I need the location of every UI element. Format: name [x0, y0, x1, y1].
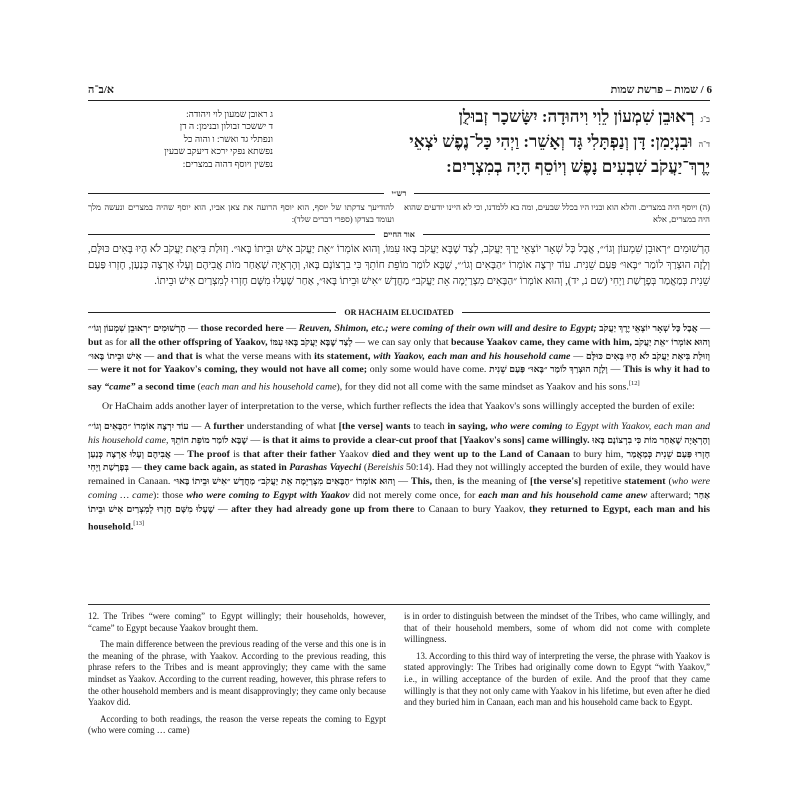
footnote-paragraph: is in order to distinguish between the mindset of the Tribes, who came willingly, and that of their household members, some of whom did not come with complete willingness.	[404, 611, 710, 645]
page-header-folio: א/ב־ה	[88, 84, 114, 96]
elucidation-run: —	[697, 323, 711, 334]
elucidation-run: [the verse]	[338, 421, 384, 433]
hebrew-citation: וְלָזֶה הוּצְרַךְ לוֹמַר ״בָּאוּ״ פַּעַם שֵׁנִית	[489, 364, 608, 375]
footnotes-left-column	[88, 611, 386, 737]
elucidation-run: —	[283, 323, 299, 334]
rashi-label: רש״י	[391, 188, 407, 198]
elucidation-run: wants	[385, 421, 411, 433]
elucidation-run: Parashas Vayechi	[289, 462, 362, 474]
footnote-ref: [13]	[133, 519, 145, 527]
elucidation-run: —	[88, 364, 101, 376]
elucidation-run: because Yaakov came, they came with him,	[450, 336, 633, 348]
elucidation-run: and that is	[157, 350, 203, 362]
elucidation-run: —	[570, 350, 586, 362]
elucidation-run: (	[361, 462, 368, 474]
elucidation-run: that after their father	[243, 448, 336, 460]
targum-translation	[88, 108, 273, 170]
rashi-divider	[88, 187, 710, 199]
elucidation-run: in saying,	[447, 421, 488, 433]
targum-line: ד יששכר זבולון ובנימן: ה דן	[179, 121, 273, 132]
header-rule	[88, 100, 710, 101]
verse-number: ד־ה	[698, 140, 710, 149]
hebrew-citation: וְהוּא אוֹמְרוֹ ״הַבָּאִים מִצְרַיְמָה אֵת יַעֲקֹב״ מַחֲדָשׁ ״אִישׁ וּבֵיתוֹ בָּאוּ״	[173, 476, 396, 487]
elucidation-english	[88, 322, 710, 534]
elucidation-run: but	[88, 336, 103, 348]
elucidation-run: — A	[188, 421, 214, 433]
elucidation-run: repetitive	[581, 476, 625, 488]
elucidated-label: OR HACHAIM ELUCIDATED	[344, 307, 454, 317]
hebrew-citation: אַחַר שֶׁעָלוּ מִשָּׁם חָזְרוּ לְמִצְרַיִם אִישׁ וּבֵיתוֹ	[88, 490, 710, 514]
elucidation-run: they came back again, as stated in	[143, 462, 287, 474]
elucidation-run: —	[214, 503, 232, 515]
elucidation-run: afterward;	[647, 490, 695, 502]
verse-text: יֶרֶךְ־יַעֲקֹב שִׁבְעִים נָפֶשׁ וְיוֹסֵף הָיָה בְמִצְרָיִם:	[446, 157, 710, 176]
elucidation-run: after they had already gone up from there	[231, 503, 415, 515]
elucidation-run: what the verse means with	[202, 350, 315, 362]
targum-line: נפשתא נפקי ירכא דיעקב שבעין	[164, 146, 273, 157]
elucidated-divider	[88, 306, 710, 318]
elucidation-run: Yaakov	[335, 448, 372, 460]
torah-verse	[282, 106, 710, 178]
elucidation-run: to teach	[410, 421, 448, 433]
footnote: 13. According to this third way of interpreting the verse, the phrase with Yaakov is stated approvingly: The Tribes had originally come down to Egypt “with Yaakov,” i.e., in willing acceptance of the burden of exile. And the proof that they came willingly is that they not only came with Yaakov in his lifetime, but even after he died and they buried him in Canaan, each man and his household came back to Egypt.	[404, 650, 710, 708]
targum-line: נפשין ויוסף דהוה במצרים:	[182, 158, 273, 169]
elucidation-run: “came”	[104, 381, 136, 393]
elucidation-run: statement	[624, 476, 666, 488]
elucidation-run: is	[229, 448, 244, 460]
rashi-column-left: להודיעך צדקתו של יוסף, הוא יוסף הרועה את צאן אביו, הוא יוסף שהיה במצרים ונעשה מלך ועומד בצדקו (ספרי דברים שלד):	[88, 203, 394, 224]
elucidation-run: to Canaan to bury Yaakov,	[414, 503, 529, 515]
elucidation-run: who were coming … came	[88, 476, 711, 502]
verse-text: רְאוּבֵן שִׁמְעוֹן לֵוִי וִיהוּדָה: יִשָּׂשכָר זְבוּלֻן	[458, 107, 695, 126]
footnotes-right-column	[404, 611, 710, 709]
elucidation-run: further	[213, 421, 245, 433]
rashi-column-right: (ה) ויוסף היה במצרים. והלא הוא ובניו היו בכלל שבעים, ומה בא ללמדנו, וכי לא היינו יודעים שהוא היה במצרים, אלא	[404, 203, 710, 224]
elucidation-run: were it not for Yaakov's coming, they would not have all come;	[100, 364, 367, 376]
verse-number: ב־ג	[700, 115, 710, 124]
verse-text: וּבִנְיָמִן: דָּן וְנַפְתָּלִי גָּד וְאָשֵׁר: וַיְהִי כָּל־נֶפֶשׁ יֹצְאֵי	[409, 132, 693, 151]
hebrew-citation: חָזְרוּ פַּעַם שֵׁנִית כְּמַאֲמַר בְּפָרָשַׁת וַיְחִי	[88, 448, 711, 473]
hebrew-citation: אֲבָל כָּל שְׁאָר יוֹצְאֵי יֶרֶךְ יַעֲקֹב	[599, 323, 698, 333]
elucidation-run: (	[194, 381, 201, 393]
verse-line	[282, 156, 710, 178]
footnote-paragraph: According to both readings, the reason the verse repeats the coming to Egypt (who were coming … came)	[88, 713, 386, 736]
footnote-paragraph: The main difference between the previous reading of the verse and this one is in the meaning of the phrase, with Yaakov. According to the previous reading, this phrase refers to the Tribes and is meant approvingly; they came with the same mindset as Yaakov. According to the current reading, however, this phrase refers to the other household members and is meant disapprovingly; they came only because Yaakov did.	[88, 639, 386, 708]
elucidation-run: 50:14). Had they not willingly accepted the burden of exile, they would have remained in Canaan.	[88, 462, 710, 488]
hebrew-citation: כִּי בִרְצוֹנָם בָּאוּ	[592, 434, 642, 445]
elucidation-run: Reuven, Shimon, etc.;	[298, 323, 389, 334]
elucidation-paragraph	[88, 322, 710, 394]
elucidation-run: with Yaakov, each man and his household came	[373, 350, 571, 362]
elucidation-run: each man and his household came	[200, 381, 337, 393]
elucidation-run: (	[665, 476, 672, 488]
elucidation-run: to bury him,	[569, 448, 627, 460]
elucidation-run: —	[247, 434, 263, 446]
elucidation-run: [the verse's]	[530, 476, 582, 488]
footnote: 12. The Tribes “were coming” to Egypt willingly; their households, however, “came” to Egypt because Yaakov brought them.	[88, 611, 386, 633]
elucidation-run: The proof	[187, 448, 230, 460]
elucidation-run: all the other offspring of Yaakov,	[129, 336, 268, 348]
elucidation-run: those recorded here	[200, 323, 284, 334]
elucidation-run: who were coming	[490, 421, 563, 433]
elucidation-run: —	[128, 462, 144, 474]
verse-line	[282, 131, 710, 156]
elucidation-run: ): those	[153, 490, 187, 502]
elucidation-run: Bereishis	[367, 462, 404, 474]
targum-line: ונפתלי גד ואשר: ו והוה כל	[183, 133, 273, 144]
elucidation-run: only some would have come.	[367, 364, 490, 376]
elucidation-run: died and they went up to the Land of Canaan	[371, 448, 570, 460]
elucidation-run: — we can say only that	[352, 336, 451, 348]
hebrew-citation: שֶׁבָּא לוֹמַר מוֹפֵת חוֹתֵךְ	[171, 434, 248, 445]
elucidation-paragraph: Or HaChaim adds another layer of interpretation to the verse, which further reflects the idea that Yaakov's sons willingly accepted the burden of exile:	[102, 401, 695, 413]
elucidation-run: they returned to Egypt, each man and his household.	[88, 503, 710, 532]
page-header-title: 6 / שמות – פרשת שמות	[610, 84, 712, 96]
elucidation-run: This is why it had to say	[88, 364, 710, 393]
elucidation-run: —	[185, 323, 201, 334]
elucidation-run: —	[141, 350, 158, 362]
elucidation-run: its statement,	[314, 350, 371, 362]
elucidation-run: as for	[102, 336, 130, 348]
elucidation-run: is that it aims to provide a clear-cut proof that [Yaakov's sons] came willingly.	[262, 434, 590, 446]
hebrew-citation: לְצַד שֶׁבָּא יַעֲקֹב בָּאוּ עִמּוֹ	[270, 336, 353, 347]
hebrew-citation: עוֹד יִרְצֶה אוֹמְרוֹ ״הַבָּאִים וְגוֹ׳״	[88, 421, 189, 432]
elucidation-run: then,	[432, 476, 458, 488]
elucidation-run: did not merely come once, for	[349, 490, 479, 502]
elucidation-run: the meaning of	[463, 476, 531, 488]
elucidation-run: who were coming to Egypt with Yaakov	[186, 490, 350, 502]
elucidation-run: This,	[410, 476, 433, 488]
verse-line	[282, 106, 710, 131]
elucidation-run: each man and his household came anew	[478, 490, 648, 502]
elucidation-run: a second time	[137, 381, 195, 393]
hebrew-citation: וְזוּלַת בִּיאַת יַעֲקֹב לֹא הָיוּ בָּאִים כּוּלָּם	[585, 350, 711, 361]
footnote-rule	[88, 604, 710, 605]
elucidation-run: ), for they did not all come with the same mindset as Yaakov and his sons.	[336, 381, 629, 393]
elucidation-run: to Egypt with Yaakov, each man and his household came,	[88, 421, 711, 446]
elucidation-run: is	[457, 476, 464, 488]
or-hachaim-divider	[88, 228, 710, 240]
elucidation-run: —	[395, 476, 411, 488]
elucidation-run: —	[607, 364, 624, 376]
hebrew-citation: וְהוּא אוֹמְרוֹ ״אֵת יַעֲקֹב אִישׁ וּבֵיתוֹ בָּאוּ״	[88, 336, 711, 361]
or-hachaim-hebrew-text: הָרְשׁוּמִים ״רְאוּבֵן שִׁמְעוֹן וְגוֹ׳״, אֲבָל כָּל שְׁאָר יוֹצְאֵי יֶרֶךְ יַעֲקֹב, לְצַד שֶׁבָּא יַעֲקֹב בָּאוּ עִמּוֹ, וְהוּא אוֹמְרוֹ ״אֵת יַעֲקֹב אִישׁ וּבֵיתוֹ בָּאוּ״. וְזוּלַת בִּיאַת יַעֲקֹב לֹא הָיוּ בָּאִים כּוּלָּם, וְלָזֶה הוּצְרַךְ לוֹמַר ״בָּאוּ״ פַּעַם שֵׁנִית. עוֹד יִרְצֶה אוֹמְרוֹ ״הַבָּאִים וְגוֹ׳״, שֶׁבָּא לוֹמַר מוֹפֵת חוֹתֵךְ כִּי בִרְצוֹנָם בָּאוּ, וְהָרְאָיָה שֶׁאַחַר מוֹת אֲבִיהֶם וְעָלוּ אַרְצָה כְּנַעַן, חָזְרוּ פַּעַם שֵׁנִית כְּמַאֲמַר בְּפָרָשַׁת וַיְחִי (שם נ, יד), וְהוּא אוֹמְרוֹ ״הַבָּאִים מִצְרַיְמָה אֵת יַעֲקֹב״ מַחֲדָשׁ ״אִישׁ וּבֵיתוֹ בָּאוּ״, אַחַר שֶׁעָלוּ מִשָּׁם חָזְרוּ לְמִצְרַיִם אִישׁ וּבֵיתוֹ.	[88, 244, 710, 287]
targum-line: ג ראובן שמעון לוי ויהודה:	[186, 109, 273, 119]
hebrew-citation: הָרְשׁוּמִים ״רְאוּבֵן שִׁמְעוֹן וְגוֹ׳״	[88, 323, 186, 333]
elucidation-run: —	[170, 448, 188, 460]
elucidation-run: were coming of their own will and desire to Egypt;	[391, 323, 597, 334]
elucidation-run: understanding of what	[244, 421, 339, 433]
hebrew-citation: וְהָרְאָיָה שֶׁאַחַר מוֹת אֲבִיהֶם וְעָלוּ אַרְצָה כְּנַעַן	[88, 434, 711, 459]
or-hachaim-label: אור החיים	[383, 229, 415, 239]
footnote-ref: [12]	[628, 380, 640, 388]
elucidation-paragraph	[88, 420, 710, 534]
